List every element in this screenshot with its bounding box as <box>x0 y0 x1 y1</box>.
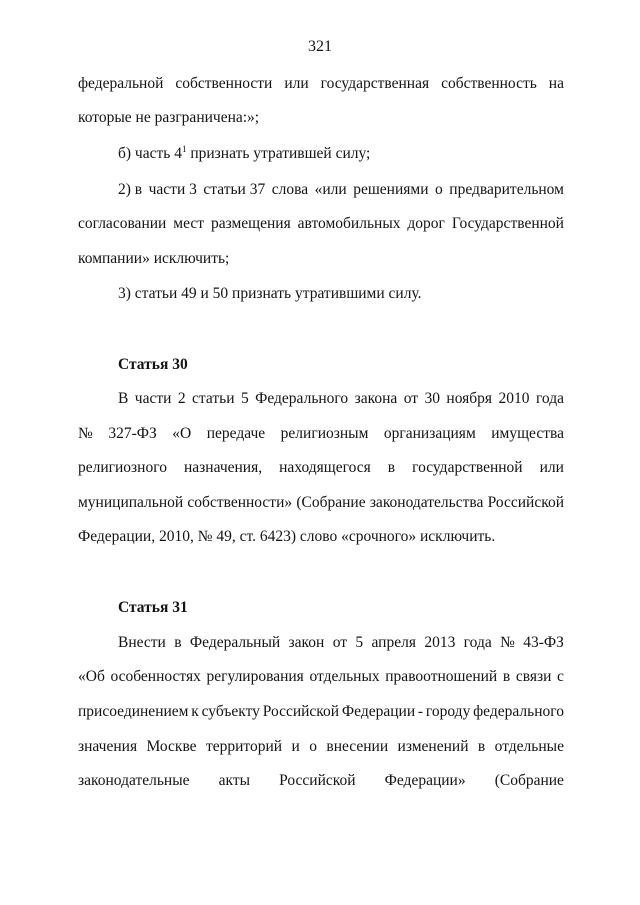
word: Москве <box>146 738 197 755</box>
text-line <box>78 74 564 94</box>
text-line <box>78 458 564 478</box>
word: закон <box>288 634 325 651</box>
word: собственность <box>441 75 537 92</box>
word: правоотношений <box>385 668 498 685</box>
word: собственности <box>175 75 273 92</box>
word: законодательства <box>369 494 484 511</box>
word: статьи 37 <box>203 181 266 198</box>
word: части <box>134 390 172 407</box>
word: связи <box>515 668 552 685</box>
word: Российской <box>262 703 340 720</box>
word: Федерального <box>255 390 349 407</box>
text-line <box>78 667 564 687</box>
word: 43-ФЗ <box>523 634 564 651</box>
word: находящегося <box>279 459 371 476</box>
word: регулирования <box>206 668 304 685</box>
word: в <box>387 459 396 476</box>
text-line: 3) статьи 49 и 50 признать утратившими силу. <box>118 285 422 302</box>
word: законодательные <box>78 772 190 789</box>
word: В <box>118 390 129 407</box>
word: передаче <box>206 425 266 442</box>
word: особенностях <box>110 668 201 685</box>
word: 327-ФЗ <box>108 425 157 442</box>
word: акты <box>218 772 251 789</box>
word: решениями <box>353 181 429 198</box>
word: на <box>548 75 564 92</box>
item-b-prefix: б) часть 4 <box>118 145 182 162</box>
word: 2013 <box>424 634 456 651</box>
word: 5 <box>240 390 249 407</box>
word: городу <box>425 703 471 720</box>
word: мест <box>173 215 204 232</box>
word: или <box>539 459 564 476</box>
word: субъекту <box>201 703 260 720</box>
word: Федерации» <box>384 772 466 789</box>
word: в <box>174 634 182 651</box>
word: к <box>191 703 199 720</box>
text-line <box>78 424 564 444</box>
word: (Собрание <box>494 772 564 789</box>
word: Внести <box>118 634 166 651</box>
word: (Собрание <box>296 494 366 511</box>
text-line <box>118 389 564 409</box>
text-line <box>78 214 564 234</box>
text-line <box>118 144 564 164</box>
word: - <box>417 703 424 720</box>
text-line: Федерации, 2010, № 49, ст. 6423) слово «срочного» исключить. <box>78 528 496 545</box>
word: религиозным <box>280 425 369 442</box>
word: присоединением <box>78 703 189 720</box>
word: отдельные <box>494 738 564 755</box>
word: о <box>435 181 443 198</box>
word: 30 <box>424 390 440 407</box>
word: собственности» <box>187 494 293 511</box>
text-line <box>118 633 564 653</box>
word: части 3 <box>148 181 197 198</box>
word: назначения, <box>183 459 263 476</box>
word: изменений <box>397 738 469 755</box>
word: 5 <box>355 634 364 651</box>
word: предварительном <box>449 181 564 198</box>
word: «Об <box>78 668 105 685</box>
text-line <box>78 737 564 757</box>
word: 2) в <box>118 181 143 198</box>
word: территорий <box>205 738 283 755</box>
word: № <box>500 634 515 651</box>
word: организациям <box>383 425 476 442</box>
text-line <box>78 771 564 791</box>
text-line: которые не разграничена:»; <box>78 109 260 126</box>
text-line: компании» исключить; <box>78 250 230 267</box>
word: дорог <box>407 215 445 232</box>
text-line <box>118 180 564 200</box>
item-b-suffix: признать утратившей силу; <box>186 145 371 162</box>
word: религиозного <box>78 459 167 476</box>
word: № <box>78 425 93 442</box>
word: размещения <box>210 215 291 232</box>
word: года <box>535 390 564 407</box>
word: Федеральный <box>189 634 281 651</box>
word: государственной <box>412 459 523 476</box>
word: года <box>463 634 492 651</box>
word: апреля <box>371 634 416 651</box>
word: муниципальной <box>78 494 184 511</box>
word: значения <box>78 738 138 755</box>
word: 2 <box>177 390 186 407</box>
word: «или <box>314 181 347 198</box>
text-line <box>78 493 564 513</box>
word: или <box>284 75 309 92</box>
word: «О <box>172 425 192 442</box>
word: Российской <box>279 772 356 789</box>
word: ноября <box>446 390 493 407</box>
word: в <box>477 738 486 755</box>
word: Федерации <box>341 703 416 720</box>
word: 2010 <box>498 390 530 407</box>
word: от <box>332 634 348 651</box>
page-number: 321 <box>308 38 332 55</box>
word: внесении <box>326 738 389 755</box>
article-31-heading: Статья 31 <box>118 599 188 616</box>
word: федеральной <box>78 75 164 92</box>
word: имущества <box>491 425 564 442</box>
word: о <box>309 738 317 755</box>
word: закона <box>354 390 398 407</box>
word: федерального <box>473 703 564 720</box>
superscript: 1 <box>181 144 187 154</box>
word: от <box>403 390 419 407</box>
word: Государственной <box>451 215 564 232</box>
word: в <box>502 668 511 685</box>
word: слова <box>271 181 309 198</box>
word: и <box>291 738 300 755</box>
word: отдельных <box>309 668 380 685</box>
article-30-heading: Статья 30 <box>118 356 188 373</box>
word: с <box>557 668 564 685</box>
word: государственная <box>320 75 430 92</box>
word: автомобильных <box>297 215 401 232</box>
word: Российской <box>487 494 564 511</box>
text-line <box>78 702 564 722</box>
word: статьи <box>192 390 235 407</box>
word: согласовании <box>78 215 167 232</box>
